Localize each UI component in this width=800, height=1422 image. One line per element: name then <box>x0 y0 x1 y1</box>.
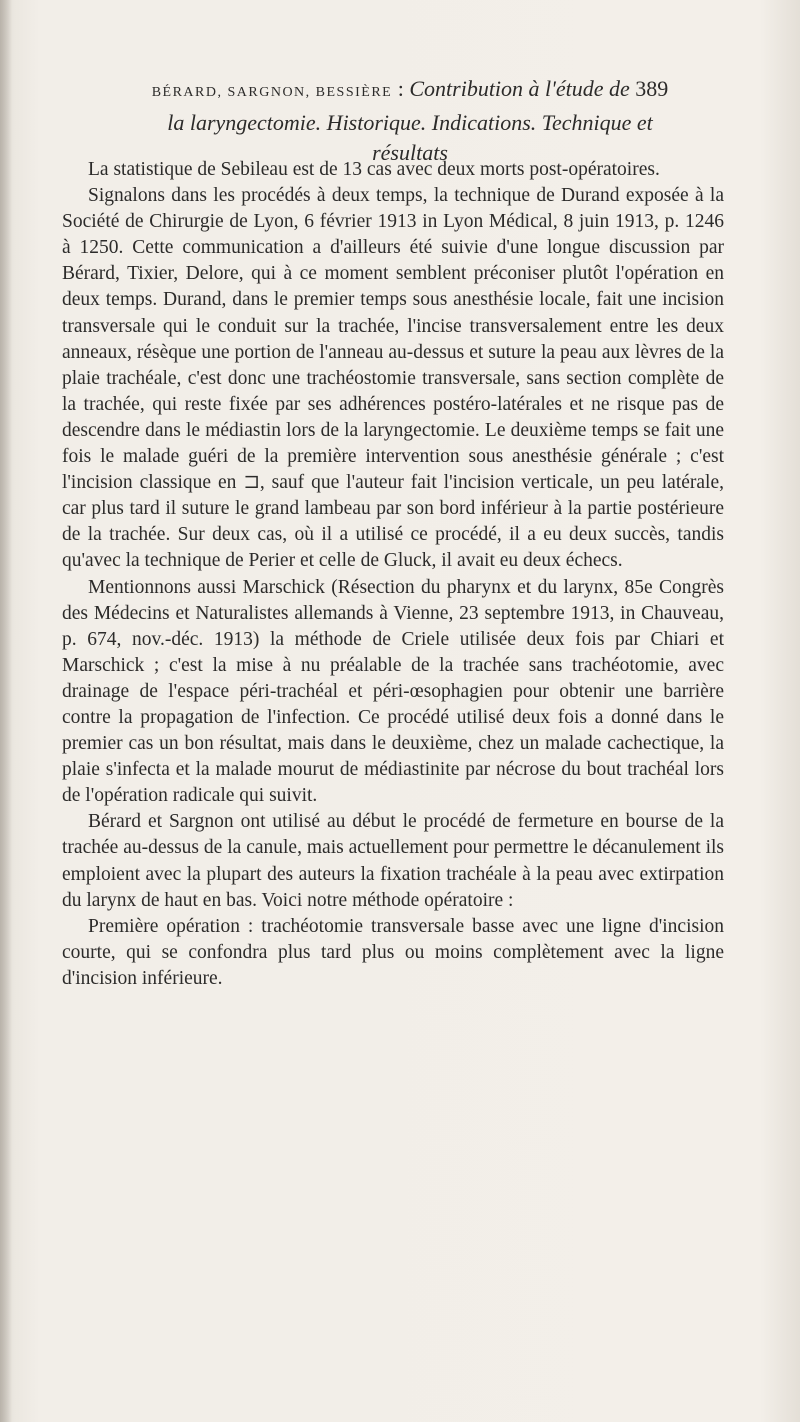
header-authors: BÉRARD, SARGNON, BESSIÈRE <box>151 85 393 100</box>
paragraph-durand: Signalons dans les procédés à deux temps, la technique de Durand exposée à la Société de Chirurgie de Lyon, 6 février 1913 in Lyon Médical, 8 juin 1913, p. 1246 à 1250. Cette communication a d'ailleurs été suivie d'une longue discussion par Bérard, Tixier, Delore, qui à ce moment semblent préconiser plutôt l'opération en deux temps. Durand, dans le premier temps sous anesthésie locale, fait une incision transversale qui le conduit sur la trachée, l'incise transversalement entre les deux anneaux, résèque une portion de l'anneau au-dessus et suture la peau aux lèvres de la plaie trachéale, c'est donc une trachéostomie transversale, sans section complète de la trachée, qui reste fixée par ses adhérences postéro-latérales et ne risque pas de descendre dans le médiastin lors de la laryngectomie. Le deuxième temps se fait une fois le malade guéri de la première intervention sous anesthésie générale ; c'est l'incision classique en ⊐, sauf que l'auteur fait l'incision verticale, un peu latérale, car plus tard il suture le grand lambeau par son bord inférieur à la partie postérieure de la trachée. Sur deux cas, où il a utilisé ce procédé, il a eu deux succès, tandis qu'avec la technique de Perier et celle de Gluck, il avait eu deux échecs. <box>62 185 724 572</box>
header-title-part3: résultats <box>372 140 448 165</box>
paragraph-sebileau: La statistique de Sebileau est de 13 cas avec deux morts post-opératoires. <box>88 159 660 180</box>
header-title-part1: Contribution à l'étude de <box>409 76 630 101</box>
header-separator: : <box>392 76 410 101</box>
body-text <box>62 157 724 992</box>
page-number: 389 <box>635 76 669 101</box>
header-title-part2: la laryngectomie. Historique. Indications. Technique et <box>167 110 653 135</box>
paragraph-marschick: Mentionnons aussi Marschick (Résection du pharynx et du larynx, 85e Congrès des Médecins et Naturalistes allemands à Vienne, 23 septembre 1913, in Chauveau, p. 674, nov.-déc. 1913) la méthode de Criele utilisée deux fois par Chiari et Marschick ; c'est la mise à nu préalable de la trachée sans trachéotomie, avec drainage de l'espace péri-trachéal et péri-œsophagien pour obtenir une barrière contre la propagation de l'infection. Ce procédé utilisé deux fois a donné dans le premier cas un bon résultat, mais dans le deuxième, chez un malade cachectique, la plaie s'infecta et la malade mourut de médiastinite par nécrose du bout trachéal lors de l'opération radicale qui suivit. <box>62 576 724 807</box>
paragraph-premiere-operation: Première opération : trachéotomie transversale basse avec une ligne d'incision courte, qui se confondra plus tard plus ou moins complètement avec la ligne d'incision inférieure. <box>62 915 724 989</box>
scan-edge-shadow <box>0 0 12 1422</box>
paragraph-berard-sargnon: Bérard et Sargnon ont utilisé au début le procédé de fermeture en bourse de la trachée au-dessus de la canule, mais actuellement pour permettre le décanulement ils emploient avec la plupart des auteurs la fixation trachéale à la peau avec extirpation du larynx de haut en bas. Voici notre méthode opératoire : <box>62 811 724 911</box>
running-header <box>60 74 760 168</box>
header-line-1 <box>60 74 760 108</box>
